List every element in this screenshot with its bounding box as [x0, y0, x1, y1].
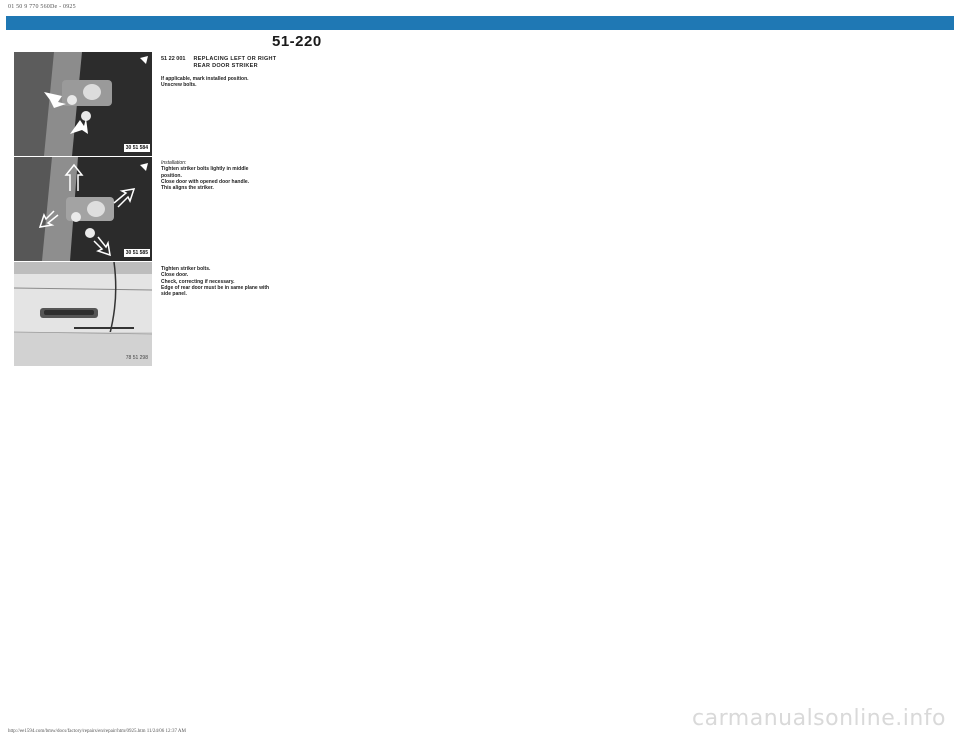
header-bar	[6, 16, 954, 30]
watermark: carmanualsonline.info	[692, 706, 946, 731]
instruction-line: This aligns the striker.	[161, 185, 214, 192]
door-edge-photo-drawing	[14, 262, 152, 366]
instruction-line: Close door with opened door handle.	[161, 178, 250, 185]
footer-url: http://ee1594.com/bmw/docs/factory/repairs/en/repair/htm/0925.htm 11/24/06 12:37 AM	[8, 729, 186, 734]
striker-photo-1	[14, 52, 152, 156]
instruction-line: Tighten striker bolts lightly in middle	[161, 166, 249, 173]
section-heading	[161, 56, 276, 69]
section-code: 51 22 001	[161, 56, 186, 62]
striker-photo-1-drawing	[14, 52, 152, 156]
removal-instructions	[161, 76, 249, 89]
photo-code-3: 78 51 298	[125, 355, 148, 361]
instruction-line: If applicable, mark installed position.	[161, 76, 249, 82]
striker-photo-2	[14, 157, 152, 261]
installation-instructions	[161, 160, 249, 191]
instruction-line: Tighten striker bolts.	[161, 266, 211, 272]
page-number: 51-220	[272, 33, 322, 50]
photo-code-1: 30 51 584	[125, 145, 148, 151]
striker-photo-2-drawing	[14, 157, 152, 261]
instruction-line: side panel.	[161, 291, 187, 298]
instruction-line: Close door.	[161, 272, 189, 279]
document-id-caption: 01 50 9 770 560De - 0925	[8, 4, 76, 10]
installation-heading: Installation:	[161, 160, 187, 166]
photo-code-2: 30 51 585	[125, 250, 148, 256]
instruction-line: Check, correcting if necessary.	[161, 278, 235, 285]
instruction-line: Edge of rear door must be in same plane with	[161, 284, 270, 291]
door-edge-photo	[14, 262, 152, 366]
section-title: REPLACING LEFT OR RIGHT REAR DOOR STRIKER	[193, 56, 277, 69]
instruction-line: Unscrew bolts.	[161, 82, 197, 89]
instruction-line: position.	[161, 172, 182, 179]
final-instructions	[161, 266, 269, 297]
